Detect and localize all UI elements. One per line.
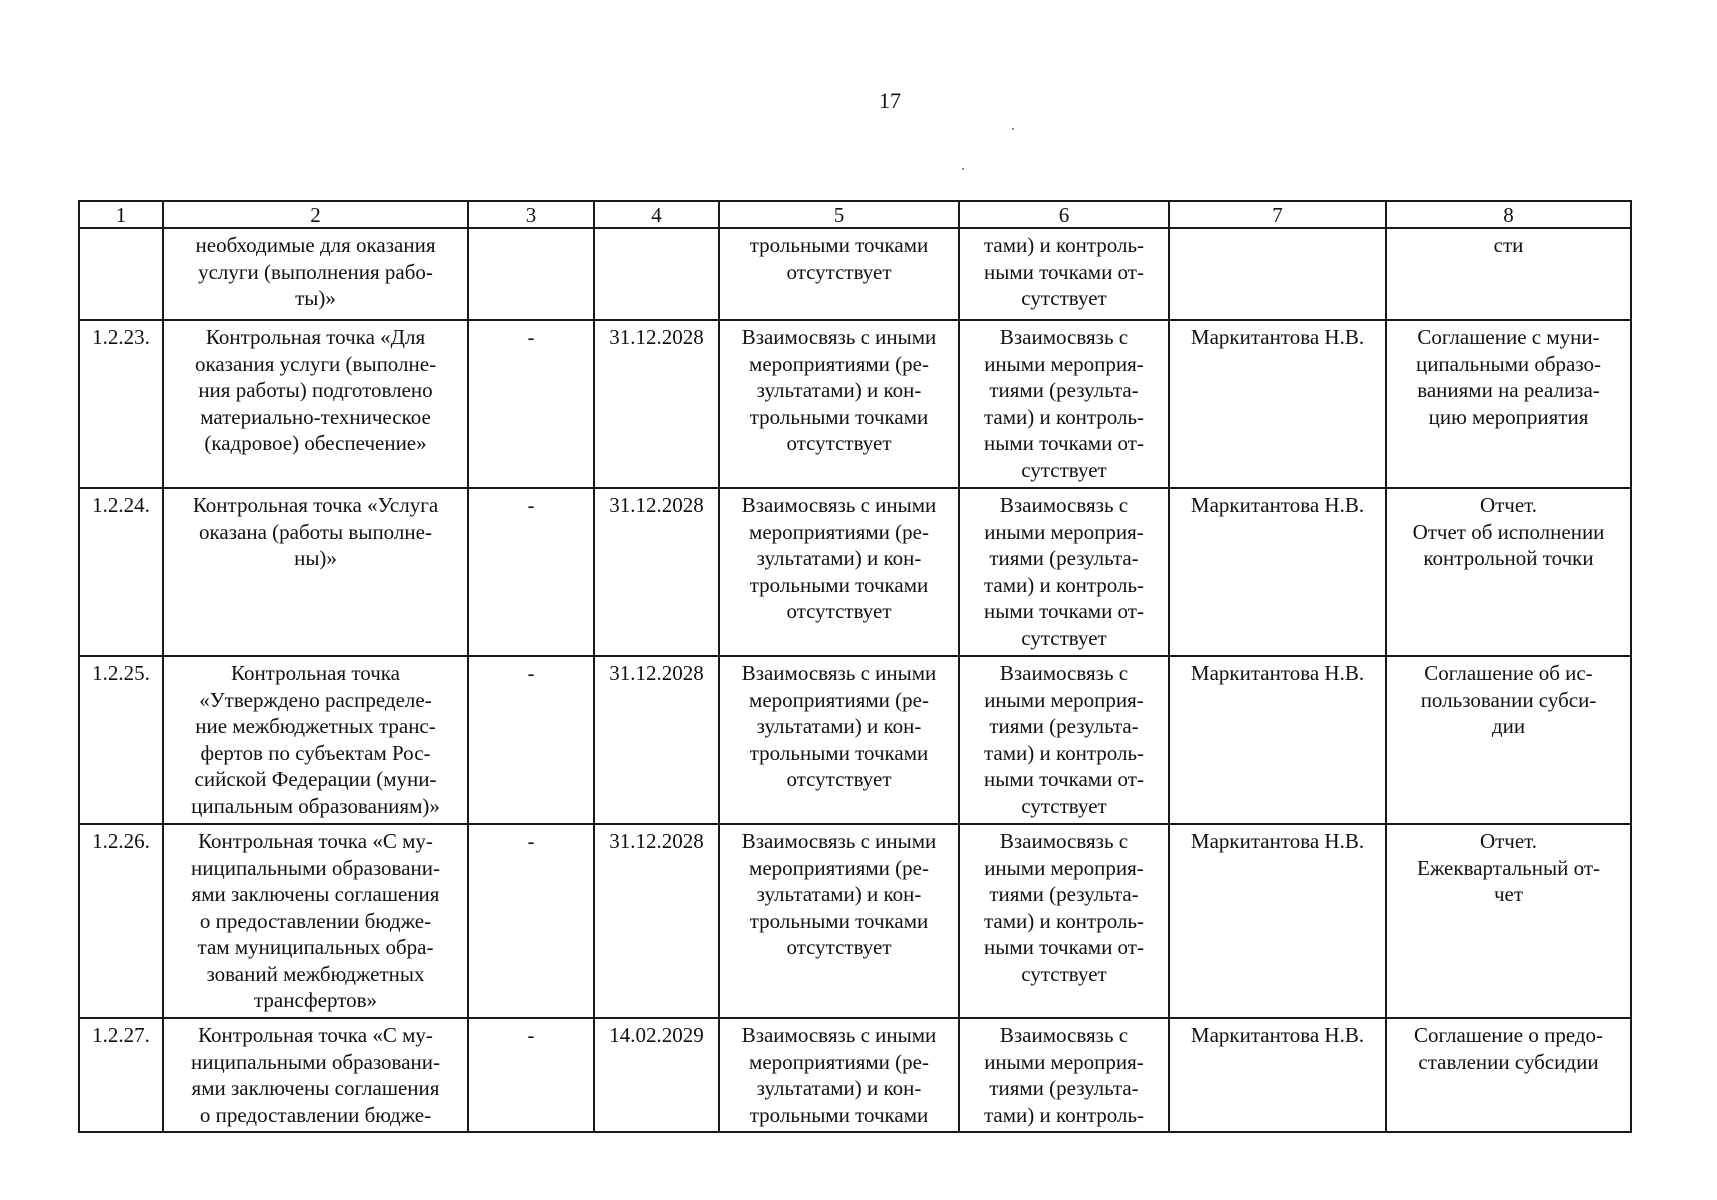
relation-detail-cell: Взаимосвязь с иными мероприя- тиями (результа- тами) и контроль- ными точками от- сутствует xyxy=(959,488,1169,656)
column-header: 3 xyxy=(468,201,594,228)
column-header: 5 xyxy=(719,201,959,228)
column-header: 4 xyxy=(594,201,719,228)
document-cell: Соглашение с муни- ципальными образо- ваниями на реализа- цию мероприятия xyxy=(1386,320,1631,488)
column3-cell: - xyxy=(468,824,594,1018)
relation-cell: Взаимосвязь с иными мероприятиями (ре- зультатами) и кон- трольными точками отсутствует xyxy=(719,656,959,824)
column3-cell: - xyxy=(468,656,594,824)
control-point-name-cell: необходимые для оказания услуги (выполнения рабо- ты)» xyxy=(163,228,468,320)
relation-cell: трольными точками отсутствует xyxy=(719,228,959,320)
scan-speck xyxy=(1012,128,1014,130)
row-number-cell: 1.2.25. xyxy=(79,656,163,824)
deadline-cell: 31.12.2028 xyxy=(594,488,719,656)
relation-cell: Взаимосвязь с иными мероприятиями (ре- зультатами) и кон- трольными точками отсутствует xyxy=(719,320,959,488)
table-row xyxy=(79,320,1631,488)
column-header: 1 xyxy=(79,201,163,228)
responsible-cell: Маркитантова Н.В. xyxy=(1169,488,1386,656)
control-point-name-cell: Контрольная точка «С му- ниципальными образовани- ями заключены соглашения о предоставлении бюдже- xyxy=(163,1018,468,1132)
scan-speck xyxy=(962,168,964,170)
relation-cell: Взаимосвязь с иными мероприятиями (ре- зультатами) и кон- трольными точками отсутствует xyxy=(719,488,959,656)
control-point-name-cell: Контрольная точка «Услуга оказана (работы выполне- ны)» xyxy=(163,488,468,656)
column-header: 6 xyxy=(959,201,1169,228)
column3-cell: - xyxy=(468,1018,594,1132)
table-row xyxy=(79,824,1631,1018)
deadline-cell: 31.12.2028 xyxy=(594,824,719,1018)
table-row xyxy=(79,228,1631,320)
deadline-cell xyxy=(594,228,719,320)
responsible-cell: Маркитантова Н.В. xyxy=(1169,1018,1386,1132)
column3-cell: - xyxy=(468,488,594,656)
document-cell: Соглашение о предо- ставлении субсидии xyxy=(1386,1018,1631,1132)
relation-cell: Взаимосвязь с иными мероприятиями (ре- зультатами) и кон- трольными точками xyxy=(719,1018,959,1132)
responsible-cell: Маркитантова Н.В. xyxy=(1169,656,1386,824)
relation-detail-cell: Взаимосвязь с иными мероприя- тиями (результа- тами) и контроль- xyxy=(959,1018,1169,1132)
row-number-cell: 1.2.24. xyxy=(79,488,163,656)
control-point-name-cell: Контрольная точка «Для оказания услуги (выполне- ния работы) подготовлено материально-техническое (кадровое) обеспечение» xyxy=(163,320,468,488)
relation-cell: Взаимосвязь с иными мероприятиями (ре- зультатами) и кон- трольными точками отсутствует xyxy=(719,824,959,1018)
relation-detail-cell: Взаимосвязь с иными мероприя- тиями (результа- тами) и контроль- ными точками от- сутствует xyxy=(959,656,1169,824)
control-point-name-cell: Контрольная точка «С му- ниципальными образовани- ями заключены соглашения о предоставлении бюдже- там муниципальных обра- зований межбюджетных трансфертов» xyxy=(163,824,468,1018)
column-header: 8 xyxy=(1386,201,1631,228)
column3-cell: - xyxy=(468,320,594,488)
table-header-row xyxy=(79,201,1631,228)
deadline-cell: 31.12.2028 xyxy=(594,656,719,824)
page-number: 17 xyxy=(879,88,901,113)
row-number-cell: 1.2.23. xyxy=(79,320,163,488)
row-number-cell xyxy=(79,228,163,320)
column-header: 2 xyxy=(163,201,468,228)
document-cell: Отчет. Ежеквартальный от- чет xyxy=(1386,824,1631,1018)
control-point-name-cell: Контрольная точка «Утверждено распределе- ние межбюджетных транс- фертов по субъектам Рос- сийской Федерации (муни- ципальным образованиям)» xyxy=(163,656,468,824)
relation-detail-cell: Взаимосвязь с иными мероприя- тиями (результа- тами) и контроль- ными точками от- сутствует xyxy=(959,824,1169,1018)
responsible-cell: Маркитантова Н.В. xyxy=(1169,824,1386,1018)
deadline-cell: 14.02.2029 xyxy=(594,1018,719,1132)
table-row xyxy=(79,1018,1631,1132)
deadline-cell: 31.12.2028 xyxy=(594,320,719,488)
activities-table xyxy=(78,200,1632,1133)
document-cell: сти xyxy=(1386,228,1631,320)
column-header: 7 xyxy=(1169,201,1386,228)
responsible-cell xyxy=(1169,228,1386,320)
row-number-cell: 1.2.27. xyxy=(79,1018,163,1132)
column3-cell xyxy=(468,228,594,320)
document-cell: Отчет. Отчет об исполнении контрольной точки xyxy=(1386,488,1631,656)
relation-detail-cell: Взаимосвязь с иными мероприя- тиями (результа- тами) и контроль- ными точками от- сутствует xyxy=(959,320,1169,488)
document-cell: Соглашение об ис- пользовании субси- дии xyxy=(1386,656,1631,824)
row-number-cell: 1.2.26. xyxy=(79,824,163,1018)
table-row xyxy=(79,488,1631,656)
relation-detail-cell: тами) и контроль- ными точками от- сутствует xyxy=(959,228,1169,320)
responsible-cell: Маркитантова Н.В. xyxy=(1169,320,1386,488)
table-row xyxy=(79,656,1631,824)
